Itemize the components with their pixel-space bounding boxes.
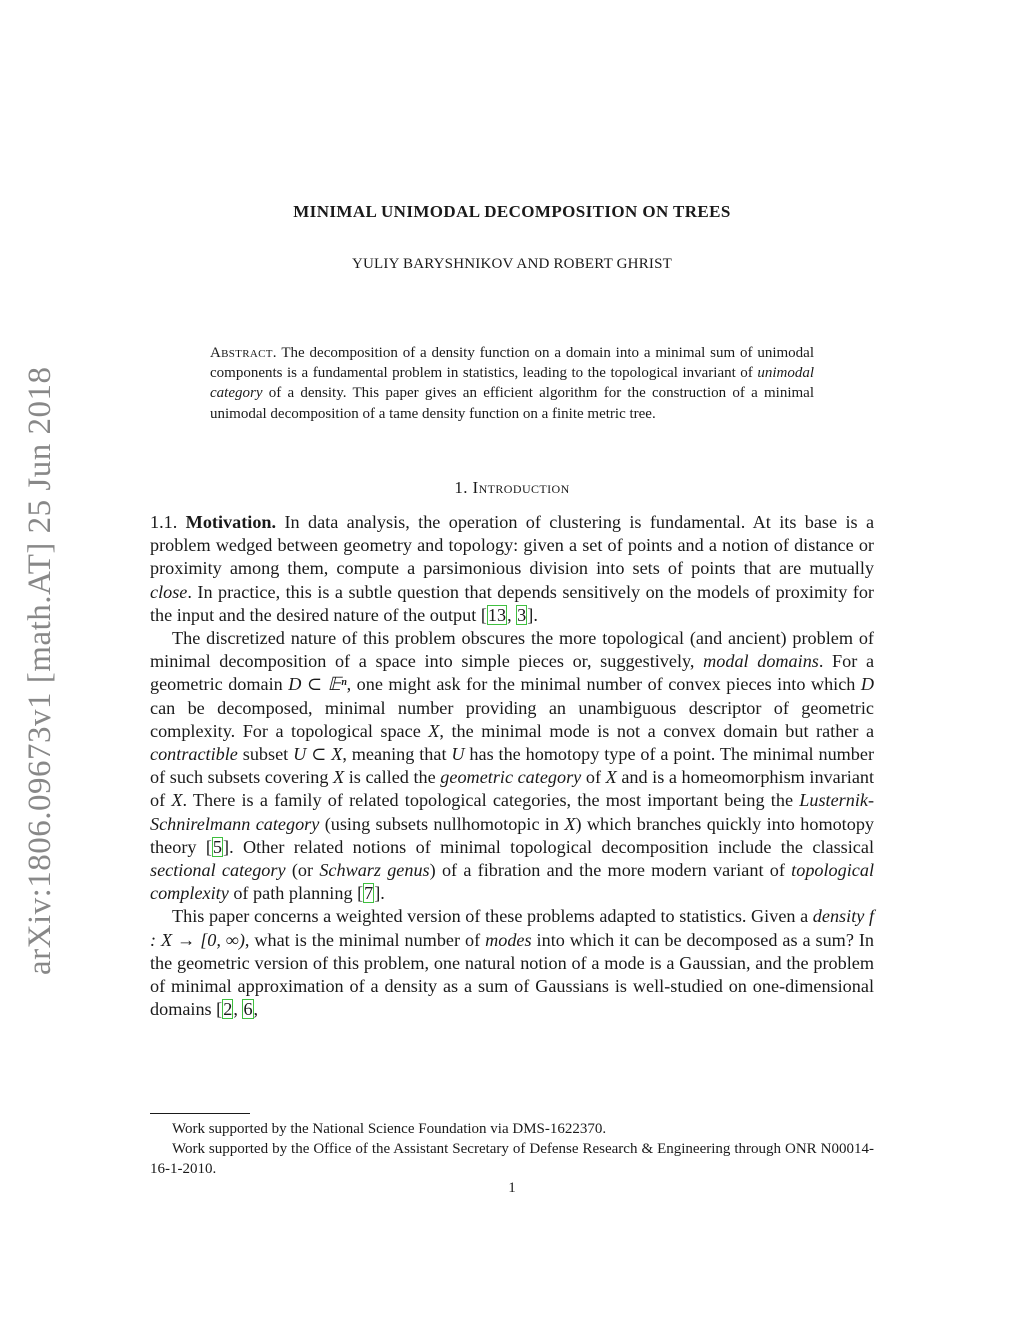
citation-link[interactable]: 2 — [223, 999, 233, 1020]
emphasis: density — [812, 906, 865, 927]
paper-title: MINIMAL UNIMODAL DECOMPOSITION ON TREES — [293, 202, 731, 221]
citation-link[interactable]: 3 — [517, 604, 527, 625]
abstract-label: Abstract. — [210, 345, 277, 361]
text: (using subsets nullhomotopic in — [324, 813, 560, 834]
text: of — [585, 767, 601, 788]
math: X — [605, 767, 617, 788]
subsection-number: 1.1. — [150, 512, 178, 532]
text: ]. — [374, 883, 385, 904]
text: , — [253, 999, 259, 1020]
text: , the minimal mode is not a convex domain but rather a — [439, 720, 875, 741]
text: into which it can be decomposed as a sum? In the geometric version of this problem, one natural notion of a mode is a Gaussian, and the problem of minimal approximation of a density as a sum of Gaussians is well-studied on one-dimensional domains [ — [150, 929, 874, 1020]
emphasis: sectional category — [150, 860, 286, 881]
abstract — [210, 343, 814, 424]
text: has the homotopy type of a point. The minimal number of such subsets covering — [150, 744, 875, 788]
text: (or — [291, 860, 314, 881]
text: and is a homeomorphism invariant of — [150, 767, 875, 811]
math: D ⊂ 𝔼ⁿ — [288, 674, 347, 695]
text: In data analysis, the operation of clustering is fundamental. At its base is a problem wedged between geometry and topology: given a set of points and a notion of distance or proximity among them, compute a parsimonious division into sets of points that are mutually — [150, 512, 875, 579]
section-title: Introduction — [472, 478, 570, 497]
subsection-title: Motivation. — [185, 512, 277, 532]
text: ]. Other related notions of minimal topological decomposition include the classical — [223, 836, 874, 857]
emphasis: topological complexity — [150, 860, 875, 904]
text: , meaning that — [342, 744, 447, 765]
text: . For a geometric domain — [150, 651, 875, 695]
text: . There is a family of related topological categories, the most important being the — [182, 790, 794, 811]
abstract-text: The decomposition of a density function on a domain into a minimal sum of unimodal components is a fundamental problem in statistics, leading to the topological invariant of — [210, 345, 814, 382]
paragraph-motivation — [150, 511, 874, 627]
math: D — [860, 674, 875, 695]
footnotes — [150, 1119, 874, 1179]
text: ) which branches quickly into homotopy theory [ — [150, 813, 875, 857]
arxiv-identifier: arXiv:1806.09673v1 [math.AT] 25 Jun 2018 — [22, 366, 58, 975]
abstract-emphasis: unimodal category — [210, 365, 814, 402]
section-heading — [0, 478, 1024, 498]
math: U ⊂ X — [293, 744, 343, 765]
text: , — [233, 999, 243, 1020]
text: can be decomposed, minimal number providing an unambiguous descriptor of geometric complexity. For a topological space — [150, 697, 874, 741]
text: is called the — [348, 767, 436, 788]
citation-link[interactable]: 13 — [487, 604, 507, 625]
math: X — [564, 813, 576, 834]
emphasis: Lusternik-Schnirelmann category — [150, 790, 875, 834]
paragraph-modal-domains — [150, 627, 874, 905]
math: X — [428, 720, 440, 741]
abstract-text-end: of a density. This paper gives an efficient algorithm for the construction of a minimal unimodal decomposition of a tame density function on a finite metric tree. — [210, 385, 815, 422]
text: ) of a fibration and the more modern variant of — [429, 860, 785, 881]
math: X — [171, 790, 183, 811]
citation-link[interactable]: 6 — [243, 999, 253, 1020]
text: , — [507, 604, 517, 625]
text: of path planning [ — [233, 883, 364, 904]
math: U — [451, 744, 465, 765]
emphasis: modal domains — [703, 651, 819, 672]
footnote: Work supported by the Office of the Assistant Secretary of Defense Research & Engineering through ONR N00014-16-1-2010. — [150, 1141, 874, 1177]
main-text — [150, 511, 874, 1021]
emphasis: geometric category — [440, 767, 582, 788]
section-number: 1. — [454, 478, 468, 497]
text: , what is the minimal number of — [244, 929, 481, 950]
text: This paper concerns a weighted version of these problems adapted to statistics. Given a — [172, 906, 809, 927]
math: X — [333, 767, 345, 788]
citation-link[interactable]: 7 — [364, 883, 374, 904]
paragraph-weighted-version — [150, 905, 874, 1021]
paper-authors: YULIY BARYSHNIKOV AND ROBERT GHRIST — [351, 256, 672, 272]
citation-link[interactable]: 5 — [212, 836, 223, 857]
emphasis: modes — [485, 929, 532, 950]
footnote: Work supported by the National Science Foundation via DMS-1622370. — [172, 1121, 607, 1137]
emphasis: close — [150, 581, 188, 602]
emphasis: contractible — [150, 744, 238, 765]
page-number: 1 — [508, 1180, 516, 1196]
footnote-rule — [150, 1113, 250, 1114]
text: ]. — [527, 604, 538, 625]
math: f : X → [0, ∞) — [150, 906, 874, 950]
text: , one might ask for the minimal number of convex pieces into which — [346, 674, 856, 695]
text: The discretized nature of this problem obscures the more topological (and ancient) problem of minimal decomposition of a space into simple pieces or, suggestively, — [150, 628, 874, 672]
text: subset — [242, 744, 289, 765]
emphasis: Schwarz genus — [319, 860, 430, 881]
text: . In practice, this is a subtle question that depends sensitively on the models of proximity for the input and the desired nature of the output [ — [150, 581, 874, 625]
